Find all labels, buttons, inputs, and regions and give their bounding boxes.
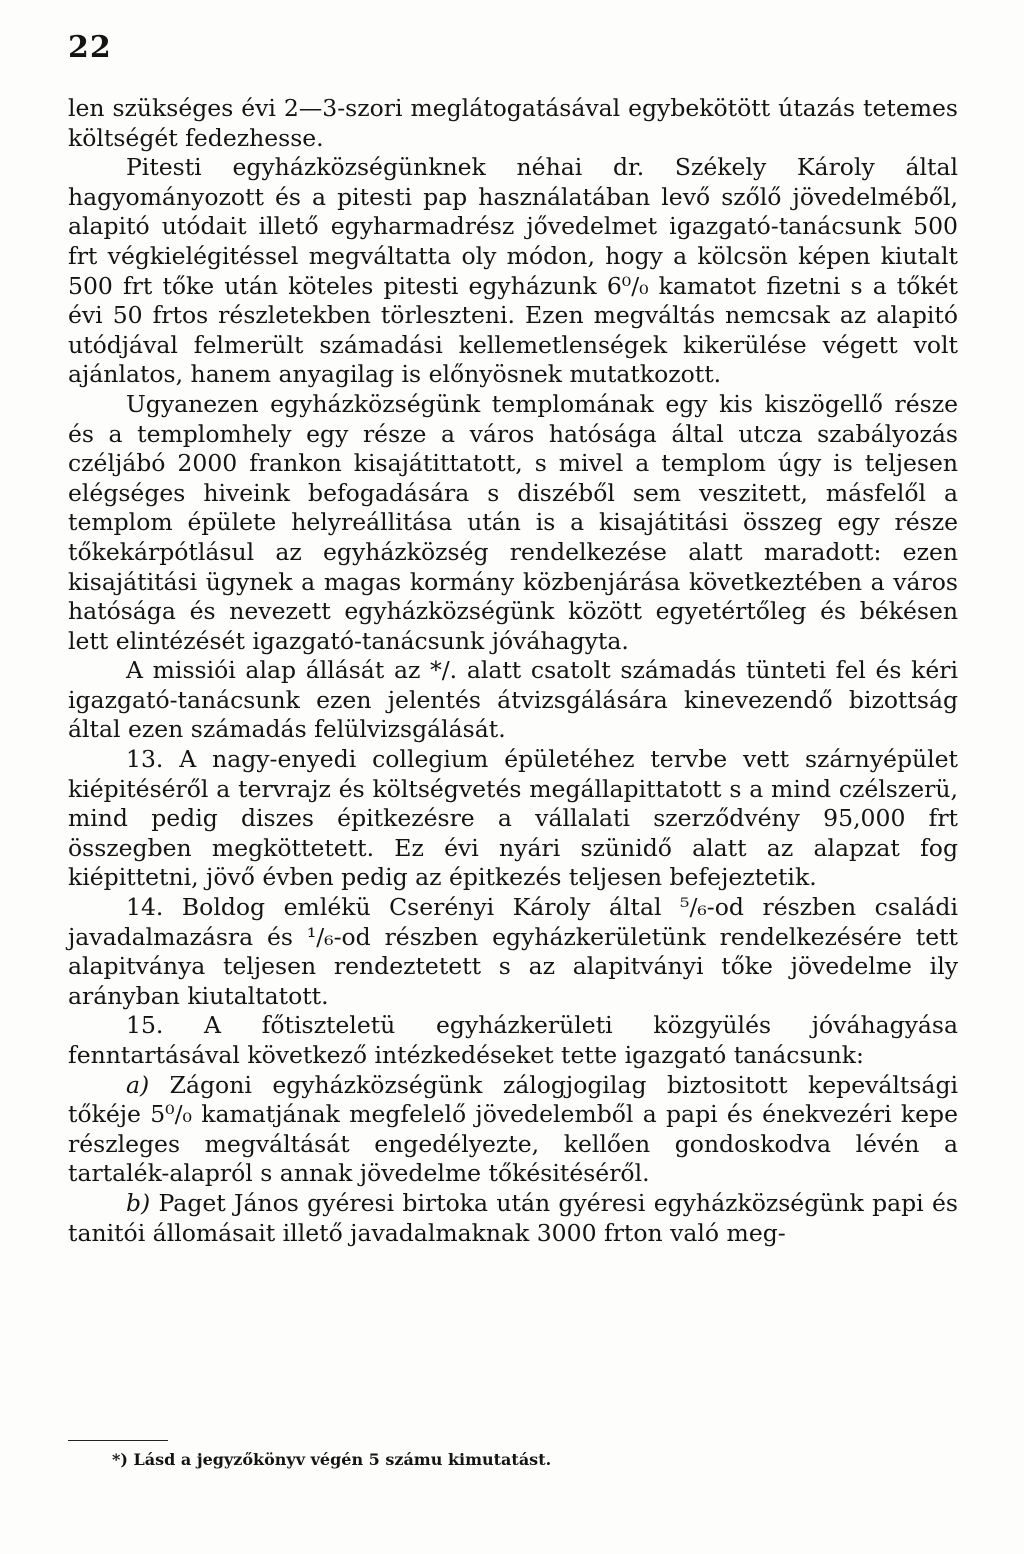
paragraph-missioi-alap: A missiói alap állását az */. alatt csatolt számadás tünteti fel és kéri igazgató-tanácsunk ezen jelentés átvizsgálására kinevezendő bizottság által ezen számadás felülvizsgálását. [68,656,958,744]
paragraph-13-collegium: 13. A nagy-enyedi collegium épületéhez tervbe vett szárnyépület kiépitéséről a tervrajz és költségvetés megállapittatott s a mind czélszerü, mind pedig diszes épitkezésre a vállalati szerződvény 95,000 frt összegben megköttetett. Ez évi nyári szünidő alatt az alapzat fog kiépittetni, jövő évben pedig az épitkezés teljesen befejeztetik. [68,745,958,892]
paragraph-continuation: len szükséges évi 2—3-szori meglátogatásával egybekötött útazás tetemes költségét fedezhesse. [68,94,958,152]
footnote: *) Lásd a jegyzőkönyv végén 5 számu kimutatást. [112,1450,552,1469]
item-letter-b: b) [126,1188,151,1217]
item-letter-a: a) [126,1070,150,1099]
item-text-a: Zágoni egyházközségünk zálogjogilag biztositott kepeváltsági tőkéje 5⁰/₀ kamatjának megfelelő jövedelemből a papi és énekvezéri kepe részleges megváltását engedélyezte, kellően gondoskodva lévén a tartalék-alapról s annak jövedelme tőkésitéséről. [68,1070,958,1188]
footnote-separator [68,1440,168,1441]
body-text [68,94,958,1248]
paragraph-item-a [68,1071,958,1189]
paragraph-14-cserenyi: 14. Boldog emlékü Cserényi Károly által ⁵/₆-od részben családi javadalmazásra és ¹/₆-od részben egyházkerületünk rendelkezésére tett alapitványa teljesen rendeztetett s az alapitványi tőke jövedelme ily arányban kiutaltatott. [68,893,958,1010]
paragraph-templom: Ugyanezen egyházközségünk templomának egy kis kiszögellő része és a templomhely egy része a város hatósága által utcza szabályozás czéljábó 2000 frankon kisajátittatott, s mivel a templom úgy is teljesen elégséges hiveink befogadására s diszéből sem veszitett, másfelől a templom épülete helyreállitása után is a kisajátitási összeg egy része tőkekárpótlásul az egyházközség rendelkezése alatt maradott: ezen kisajátitási ügynek a magas kormány közbenjárása következtében a város hatósága és nevezett egyházközségünk között egyetértőleg és békésen lett elintézését igazgató-tanácsunk jóváhagyta. [68,389,958,655]
page-number: 22 [68,30,112,65]
item-text-b: Paget János gyéresi birtoka után gyéresi egyházközségünk papi és tanitói állomásait illető javadalmaknak 3000 frton való meg- [68,1188,958,1247]
paragraph-15-intezkedesek: 15. A főtiszteletü egyházkerületi közgyülés jóváhagyása fenntartásával következő intézkedéseket tette igazgató tanácsunk: [68,1011,958,1069]
paragraph-pitesti: Pitesti egyházközségünknek néhai dr. Székely Károly által hagyományozott és a pitesti pap használatában levő szőlő jövedelméből, alapitó utódait illető egyharmadrész jővedelmet igazgató-tanácsunk 500 frt végkielégitéssel megváltatta oly módon, hogy a kölcsön képen kiutalt 500 frt tőke után köteles pitesti egyházunk 6⁰/₀ kamatot fizetni s a tőkét évi 50 frtos részletekben törleszteni. Ezen megváltás nemcsak az alapitó utódjával felmerült számadási kellemetlenségek kikerülése végett volt ajánlatos, hanem anyagilag is előnyösnek mutatkozott. [68,153,958,389]
paragraph-item-b [68,1189,958,1248]
